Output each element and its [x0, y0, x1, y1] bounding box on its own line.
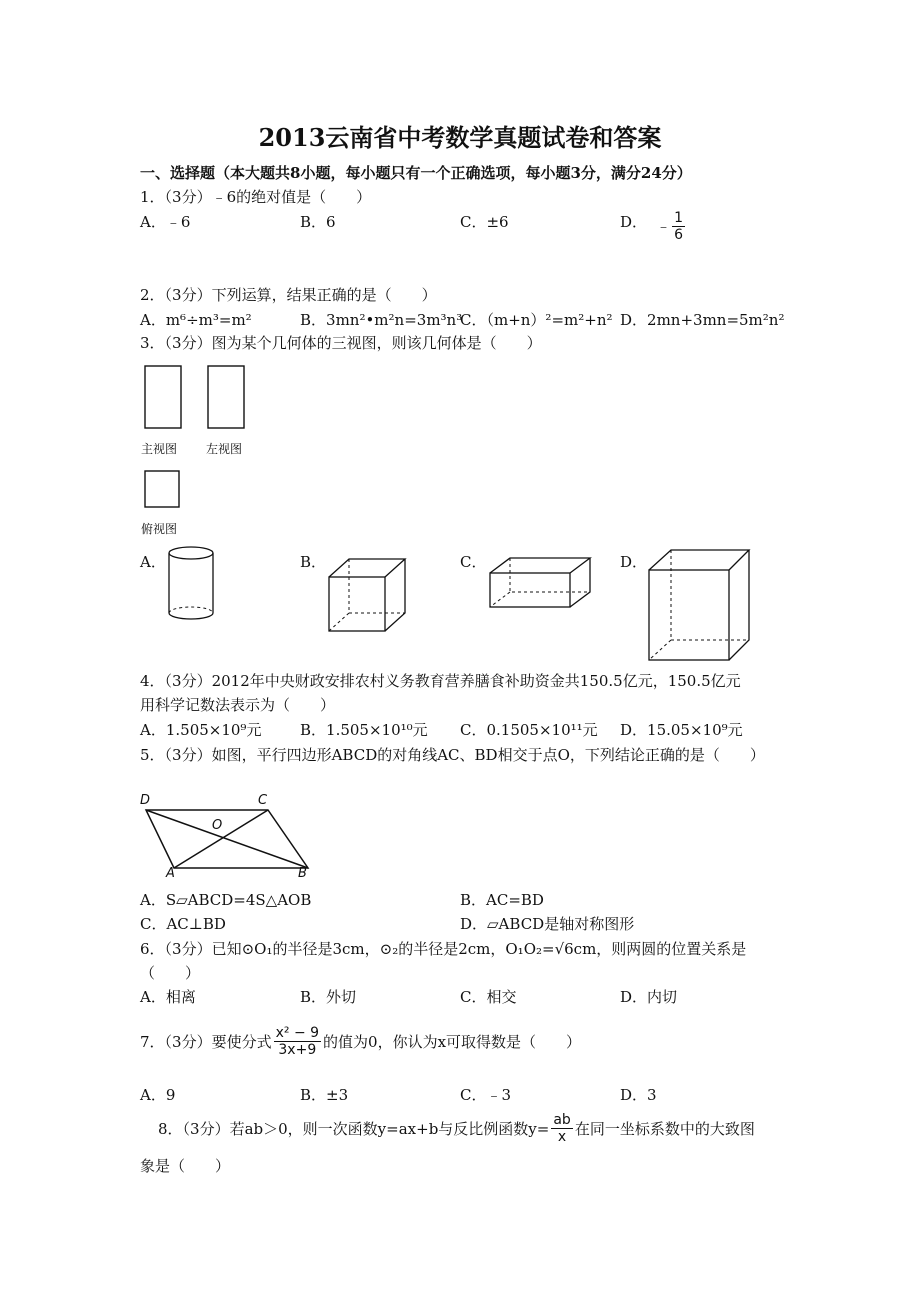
q2-option-d: D．2mn+3mn=5m²n²: [620, 311, 785, 329]
q3-option-a: A．: [140, 553, 166, 571]
q3-option-c: C．: [460, 553, 487, 571]
vertex-label-c: C: [258, 793, 268, 808]
q6-option-d: D．内切: [620, 988, 678, 1006]
q6-option-c: C．相交: [460, 988, 517, 1006]
q5-stem: 5．（3分）如图，平行四边形ABCD的对角线AC、BD相交于点O，下列结论正确的是（ ）: [140, 746, 765, 764]
q2-option-a: A．m⁶÷m³=m²: [140, 311, 252, 329]
q7-option-d: D．3: [620, 1086, 657, 1104]
q7-option-b: B．±3: [300, 1086, 349, 1104]
vertex-label-b: B: [298, 866, 307, 881]
q7-option-c: C．﹣3: [460, 1086, 512, 1104]
fraction-numerator: ab: [553, 1112, 571, 1128]
vertex-label-d: D: [140, 793, 151, 808]
q6-stem: 6．（3分）已知⊙O₁的半径是3cm，⊙₂的半径是2cm，O₁O₂=√6cm，则两圆的位置关系是: [140, 940, 747, 958]
q1-option-c: C．±6: [460, 213, 509, 231]
q1-option-a: A．﹣6: [140, 213, 191, 231]
q7-stem-suffix: 的值为0，你认为x可取得数是（ ）: [323, 1032, 582, 1051]
q8-stem: [158, 1112, 755, 1145]
q1-option-d-label: D．: [620, 213, 648, 231]
q8-stem-prefix: 8．（3分）若ab＞0，则一次函数y=ax+b与反比例函数y=: [158, 1119, 550, 1138]
q2-stem: 2．（3分）下列运算，结果正确的是（ ）: [140, 286, 437, 304]
q6-option-a: A．相离: [140, 988, 196, 1006]
fraction-numerator: 1: [674, 210, 684, 226]
center-label-o: O: [212, 818, 223, 833]
q5-option-a: A．S▱ABCD=4S△AOB: [140, 891, 312, 909]
q1-stem: 1．（3分）﹣6的绝对值是（ ）: [140, 188, 372, 206]
q4-option-a: A．1.505×10⁹元: [140, 721, 262, 739]
q3-stem: 3．（3分）图为某个几何体的三视图，则该几何体是（ ）: [140, 334, 542, 352]
q4-option-b: B．1.505×10¹⁰元: [300, 721, 428, 739]
q3-option-b: B．: [300, 553, 327, 571]
q2-option-b: B．3mn²•m²n=3m³n³: [300, 311, 463, 329]
section-heading: 一、选择题（本大题共8小题，每小题只有一个正确选项，每小题3分，满分24分）: [140, 164, 692, 182]
q1-option-b: B．6: [300, 213, 336, 231]
fraction-denominator: x: [557, 1129, 567, 1145]
q1-d-sign: ﹣: [656, 217, 672, 235]
cube-figure: [325, 555, 410, 635]
fraction-numerator: x² − 9: [275, 1025, 320, 1041]
vertex-label-a: A: [166, 866, 175, 881]
q4-option-c: C．0.1505×10¹¹元: [460, 721, 598, 739]
q6-paren: （ ）: [140, 964, 201, 982]
page-title: 2013云南省中考数学真题试卷和答案: [258, 123, 662, 152]
q8-stem-line2: 象是（ ）: [140, 1157, 231, 1175]
q1-option-d-fraction: [656, 210, 685, 243]
fraction-denominator: 3x+9: [278, 1042, 317, 1058]
q5-option-c: C．AC⊥BD: [140, 915, 226, 933]
top-view-label: 俯视图: [141, 522, 178, 536]
q7-stem: [140, 1025, 581, 1058]
q8-stem-suffix: 在同一坐标系数中的大致图: [574, 1119, 755, 1138]
q7-stem-prefix: 7．（3分）要使分式: [140, 1032, 272, 1051]
q3-option-d: D．: [620, 553, 648, 571]
q8-fraction: [551, 1112, 572, 1145]
q4-stem-line1: 4．（3分）2012年中央财政安排农村义务教育营养膳食补助资金共150.5亿元，150.5亿元: [140, 672, 741, 690]
q4-stem-line2: 用科学记数法表示为（ ）: [140, 696, 336, 714]
q7-fraction: [274, 1025, 321, 1058]
q7-option-a: A．9: [140, 1086, 176, 1104]
fraction: [672, 210, 685, 243]
left-view-label: 左视图: [206, 442, 243, 456]
front-view-label: 主视图: [141, 442, 178, 456]
tall-box-figure: [645, 546, 755, 666]
q5-option-d: D．▱ABCD是轴对称图形: [460, 915, 635, 933]
q1-option-d: [620, 212, 647, 232]
q5-option-b: B．AC=BD: [460, 891, 544, 909]
fraction-denominator: 6: [674, 227, 684, 243]
q6-option-b: B．外切: [300, 988, 357, 1006]
q2-option-c: C．（m+n）²=m²+n²: [460, 311, 613, 329]
q4-option-d: D．15.05×10⁹元: [620, 721, 743, 739]
flat-box-figure: [486, 555, 596, 615]
cylinder-figure: [164, 545, 220, 625]
